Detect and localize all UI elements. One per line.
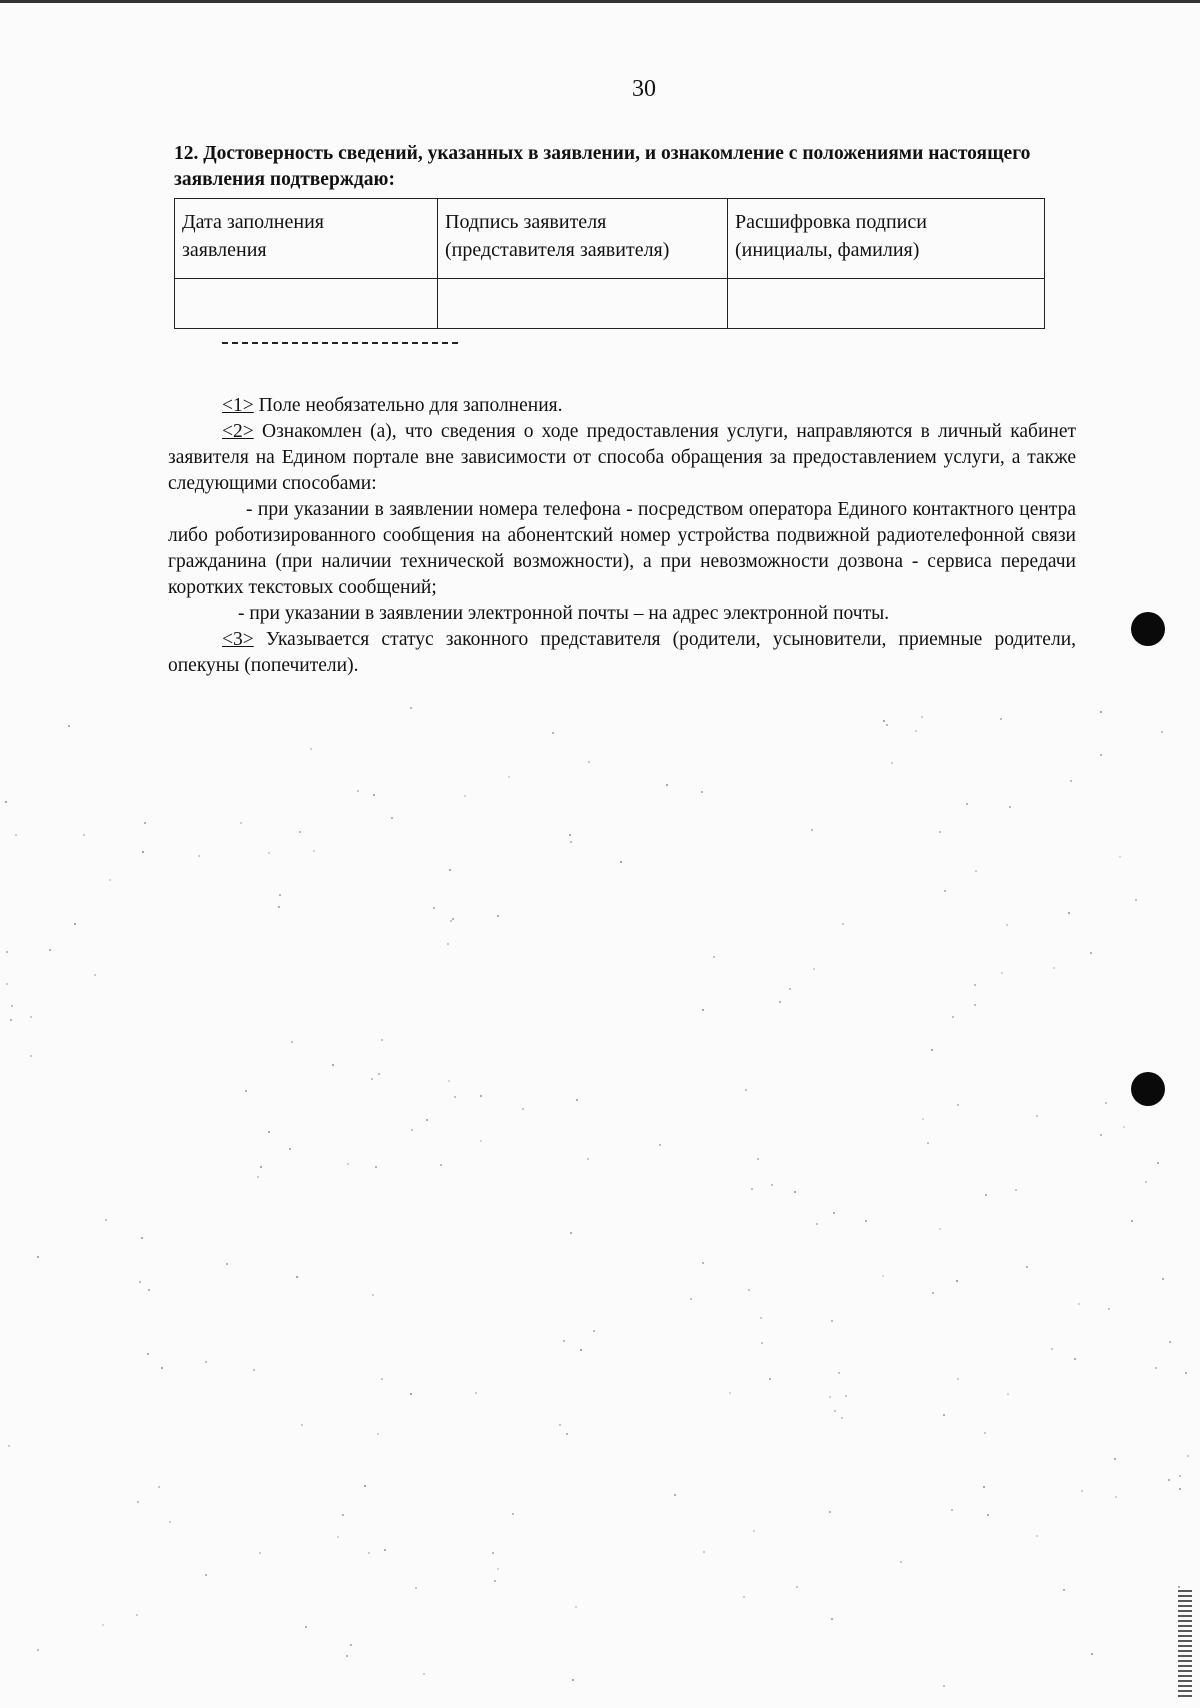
scan-speck xyxy=(829,1396,831,1398)
scan-speck xyxy=(943,1685,945,1687)
scan-speck xyxy=(415,1587,417,1589)
scan-speck xyxy=(147,1353,149,1355)
scan-speck xyxy=(291,1041,293,1043)
scan-speck xyxy=(659,1144,661,1146)
scan-speck xyxy=(260,1166,262,1168)
scan-speck xyxy=(838,1372,840,1374)
scan-speck xyxy=(161,1367,163,1369)
scan-speck xyxy=(1179,1488,1181,1490)
scan-speck xyxy=(566,1433,568,1435)
scan-speck xyxy=(137,1501,139,1503)
scan-speck xyxy=(1100,711,1102,713)
scan-speck xyxy=(761,1342,763,1344)
footnote-1-text: Поле необязательно для заполнения. xyxy=(253,395,563,416)
scan-speck xyxy=(985,1194,987,1196)
scan-speck xyxy=(464,795,466,797)
scan-speck xyxy=(1179,1475,1181,1477)
scan-speck xyxy=(956,1280,958,1282)
scan-speck xyxy=(305,1626,307,1628)
scan-speck xyxy=(141,1237,143,1239)
scan-speck xyxy=(570,841,572,843)
scan-speck xyxy=(368,1552,370,1554)
scan-speck xyxy=(943,1414,945,1416)
section-heading: 12. Достоверность сведений, указанных в заявлении, и ознакомление с положениями настоящего заявления подтверждаю: xyxy=(174,143,1031,190)
scan-speck xyxy=(373,794,375,796)
footnote-2-email: - при указании в заявлении электронной почты – на адрес электронной почты. xyxy=(238,603,890,624)
scan-speck xyxy=(384,1549,386,1551)
scan-speck xyxy=(497,1568,499,1570)
scan-speck xyxy=(1105,1102,1107,1104)
scan-speck xyxy=(378,1073,380,1075)
scan-speck xyxy=(289,1148,291,1150)
scan-speck xyxy=(94,974,96,976)
header-date-line2: заявления xyxy=(182,239,267,261)
scan-speck xyxy=(1090,952,1092,954)
scan-speck xyxy=(771,1184,773,1186)
scan-speck xyxy=(816,1223,818,1225)
signature-table-header-row xyxy=(175,199,1045,279)
scan-speck xyxy=(620,861,622,863)
scan-speck xyxy=(813,968,815,970)
scan-speck xyxy=(974,1004,976,1006)
scan-speck xyxy=(702,1262,704,1264)
scan-speck xyxy=(729,1392,731,1394)
scan-speck xyxy=(831,1320,833,1322)
scan-speck xyxy=(833,1212,835,1214)
scan-speck xyxy=(900,1561,902,1563)
scan-speck xyxy=(364,1485,366,1487)
scan-speck xyxy=(587,1158,589,1160)
scan-speck xyxy=(342,1514,344,1516)
scan-speck xyxy=(198,855,200,857)
scan-speck xyxy=(226,1263,228,1265)
scan-speck xyxy=(701,791,703,793)
scan-speck xyxy=(449,869,451,871)
header-signature-line2: (представителя заявителя) xyxy=(445,239,670,261)
scan-speck xyxy=(1053,967,1055,969)
scan-speck xyxy=(37,1256,39,1258)
footnote-1-ref: <1> xyxy=(222,395,254,416)
scan-speck xyxy=(690,1298,692,1300)
scan-speck xyxy=(347,1163,349,1165)
header-date xyxy=(175,199,438,279)
scan-speck xyxy=(745,1089,747,1091)
scan-speck xyxy=(1009,806,1011,808)
scan-speck xyxy=(11,1005,13,1007)
scan-speck xyxy=(6,983,8,985)
header-name-line1: Расшифровка подписи xyxy=(735,211,927,233)
scan-speck xyxy=(332,1064,334,1066)
signature-cell[interactable] xyxy=(438,279,728,329)
scan-speck xyxy=(411,1129,413,1131)
scan-speck xyxy=(310,748,312,750)
scan-speck xyxy=(779,1001,781,1003)
scan-speck xyxy=(841,1417,843,1419)
scan-speck xyxy=(299,831,301,833)
scan-speck xyxy=(886,724,888,726)
scan-speck xyxy=(932,1292,934,1294)
footnote-separator xyxy=(222,342,458,344)
scan-speck xyxy=(743,1596,745,1598)
scan-speck xyxy=(8,1445,10,1447)
signature-table-input-row xyxy=(175,279,1045,329)
scan-speck xyxy=(268,852,270,854)
page-number: 30 xyxy=(632,76,656,102)
scan-speck xyxy=(1100,754,1102,756)
scan-speck xyxy=(423,1673,425,1675)
scan-speck xyxy=(337,1536,339,1538)
scan-speck xyxy=(845,1395,847,1397)
scan-speck xyxy=(142,851,144,853)
scan-speck xyxy=(268,1131,270,1133)
scan-speck xyxy=(1026,1266,1028,1268)
scan-speck xyxy=(440,1164,442,1166)
scan-speck xyxy=(957,1104,959,1106)
scan-speck xyxy=(575,1606,577,1608)
footnotes xyxy=(168,393,1076,679)
header-signature xyxy=(438,199,728,279)
scan-speck xyxy=(15,834,17,836)
header-date-line1: Дата заполнения xyxy=(182,211,324,233)
scan-speck xyxy=(454,1096,456,1098)
scan-speck xyxy=(1161,731,1163,733)
scan-speck xyxy=(1036,1115,1038,1117)
scan-speck xyxy=(296,1276,298,1278)
scan-speck xyxy=(278,906,280,908)
scan-speck xyxy=(240,822,242,824)
scan-speck xyxy=(6,951,8,953)
scan-speck xyxy=(109,879,111,881)
scan-speck xyxy=(426,1119,428,1121)
scan-speck xyxy=(559,1424,561,1426)
scan-speck xyxy=(975,870,977,872)
scan-speck xyxy=(350,1644,352,1646)
scan-speck xyxy=(480,1140,482,1142)
scan-speck xyxy=(831,1618,833,1620)
scan-speck xyxy=(381,1039,383,1041)
scan-speck xyxy=(83,834,85,836)
scan-speck xyxy=(257,1176,259,1178)
punch-hole xyxy=(1131,1072,1165,1106)
scan-speck xyxy=(748,1289,750,1291)
scan-speck xyxy=(757,1158,759,1160)
scan-speck xyxy=(1063,1589,1065,1591)
scan-speck xyxy=(410,707,412,709)
scan-speck xyxy=(974,984,976,986)
scan-speck xyxy=(410,1393,412,1395)
footnote-3-text: Указывается статус законного представителя (родители, усыновители, приемные родители, опекуны (попечители). xyxy=(168,629,1076,676)
scan-speck xyxy=(105,1219,107,1221)
scan-speck xyxy=(346,1655,348,1657)
scan-speck xyxy=(68,725,70,727)
scan-speck xyxy=(136,1614,138,1616)
scan-speck xyxy=(1114,1458,1116,1460)
scan-speck xyxy=(372,1294,374,1296)
scan-speck xyxy=(563,1340,565,1342)
scan-speck xyxy=(865,1220,867,1222)
scan-speck xyxy=(939,831,941,833)
scan-speck xyxy=(245,1090,247,1092)
scan-speck xyxy=(842,923,844,925)
scan-speck xyxy=(1162,1278,1164,1280)
scan-speck xyxy=(1135,899,1137,901)
scan-speck xyxy=(983,1486,985,1488)
scan-speck xyxy=(796,1586,798,1588)
scan-speck xyxy=(30,1016,32,1018)
scan-speck xyxy=(987,1514,989,1516)
scan-speck xyxy=(259,1552,261,1554)
scan-speck xyxy=(253,1369,255,1371)
scan-speck xyxy=(921,716,923,718)
scan-speck xyxy=(713,956,715,958)
scan-speck xyxy=(769,1378,771,1380)
scan-speck xyxy=(508,776,510,778)
scan-speck xyxy=(279,894,281,896)
scan-speck xyxy=(1108,1308,1110,1310)
scan-speck xyxy=(1157,1162,1159,1164)
scan-speck xyxy=(1001,972,1003,974)
scan-speck xyxy=(30,1055,32,1057)
scan-speck xyxy=(5,801,7,803)
scan-speck xyxy=(391,817,393,819)
scan-speck xyxy=(570,1232,572,1234)
scan-speck xyxy=(492,1552,494,1554)
scan-speck xyxy=(1078,1303,1080,1305)
scan-speck xyxy=(984,1432,986,1434)
scan-speck xyxy=(1119,856,1121,858)
scan-speck xyxy=(475,1392,477,1394)
scan-speck xyxy=(580,1349,582,1351)
scan-speck xyxy=(753,1530,755,1532)
date-cell[interactable] xyxy=(175,279,438,329)
scan-speck xyxy=(1131,1220,1133,1222)
scan-speck xyxy=(205,1574,207,1576)
scan-speck xyxy=(144,822,146,824)
scan-speck xyxy=(829,1511,831,1513)
scan-speck xyxy=(313,850,315,852)
scan-speck xyxy=(447,943,449,945)
scan-speck xyxy=(1100,1134,1102,1136)
scan-speck xyxy=(452,918,454,920)
scan-speck xyxy=(588,761,590,763)
scan-speck xyxy=(751,1188,753,1190)
scan-speck xyxy=(1155,1367,1157,1369)
scan-speck xyxy=(494,1580,496,1582)
scan-speck xyxy=(1169,1341,1171,1343)
scan-speck xyxy=(966,803,968,805)
scan-speck xyxy=(381,1378,383,1380)
scan-speck xyxy=(371,1078,373,1080)
punch-hole xyxy=(1131,612,1165,646)
footnote-2-phone: - при указании в заявлении номера телефона - посредством оператора Единого контактного центра либо роботизированного сообщения на абонентский номер устройства подвижной радиотелефонной связи гражданина (при наличии технической возможности), а при невозможности дозвона - сервиса передачи коротких текстовых сообщений; xyxy=(168,499,1076,598)
scan-speck xyxy=(944,890,946,892)
footnote-3-ref: <3> xyxy=(222,629,254,650)
scan-speck xyxy=(1187,1455,1189,1457)
scan-speck xyxy=(666,784,668,786)
scan-speck xyxy=(497,915,499,917)
scan-speck xyxy=(674,1494,676,1496)
footnote-1 xyxy=(168,393,1076,419)
footnote-3 xyxy=(168,627,1076,679)
scan-speck xyxy=(102,1624,104,1626)
header-name-line2: (инициалы, фамилия) xyxy=(735,239,920,261)
footnote-2-text: Ознакомлен (а), что сведения о ходе предоставления услуги, направляются в личный кабинет заявителя на Едином портале вне зависимости от способа обращения за предоставлением услуги, а также следующими способами: xyxy=(168,421,1076,494)
name-cell[interactable] xyxy=(728,279,1045,329)
scan-speck xyxy=(552,732,554,734)
scan-speck xyxy=(1006,924,1008,926)
footnote-2-ref: <2> xyxy=(222,421,254,442)
scan-speck xyxy=(703,1551,705,1553)
scan-speck xyxy=(1145,1181,1147,1183)
scan-speck xyxy=(811,829,813,831)
scan-speck xyxy=(1036,1535,1038,1537)
scan-speck xyxy=(512,1513,514,1515)
scan-speck xyxy=(576,1099,578,1101)
scan-speck xyxy=(939,1228,941,1230)
scan-speck xyxy=(1007,1393,1009,1395)
scan-speck xyxy=(1081,1490,1083,1492)
scan-speck xyxy=(377,1433,379,1435)
scan-speck xyxy=(1070,780,1072,782)
scan-speck xyxy=(148,1289,150,1291)
scan-speck xyxy=(931,1049,933,1051)
scan-speck xyxy=(522,1108,524,1110)
scan-speck xyxy=(952,1016,954,1018)
scan-speck xyxy=(1115,1496,1117,1498)
scan-speck xyxy=(158,1486,160,1488)
header-name xyxy=(728,199,1045,279)
scan-speck xyxy=(1015,1189,1017,1191)
scan-speck xyxy=(357,790,359,792)
scan-speck xyxy=(1168,1479,1170,1481)
scan-speck xyxy=(375,1166,377,1168)
scan-speck xyxy=(10,1019,12,1021)
signature-table xyxy=(174,198,1045,329)
scan-speck xyxy=(139,1281,141,1283)
scan-speck xyxy=(1051,1348,1053,1350)
scan-speck xyxy=(205,1361,207,1363)
scan-speck xyxy=(883,720,885,722)
scan-speck xyxy=(1000,718,1002,720)
scan-speck xyxy=(891,762,893,764)
scan-speck xyxy=(480,1095,482,1097)
scan-speck xyxy=(951,1509,953,1511)
footnote-2 xyxy=(168,419,1076,497)
scan-speck xyxy=(927,1142,929,1144)
scan-speck xyxy=(882,1275,884,1277)
scan-speck xyxy=(593,1330,595,1332)
scan-speck xyxy=(49,949,51,951)
scan-speck xyxy=(569,834,571,836)
scan-top-edge xyxy=(0,0,1200,3)
scan-speck xyxy=(789,988,791,990)
scan-speck xyxy=(760,1317,762,1319)
scan-speck xyxy=(922,1118,924,1120)
scan-speck xyxy=(169,1521,171,1523)
scan-speck xyxy=(702,1009,704,1011)
scan-speck xyxy=(433,907,435,909)
scan-edge-mark xyxy=(1178,1590,1192,1700)
scan-speck xyxy=(957,1378,959,1380)
scan-speck xyxy=(448,1080,450,1082)
scan-speck xyxy=(301,1424,303,1426)
scan-speck xyxy=(915,730,917,732)
scan-speck xyxy=(1074,1358,1076,1360)
scan-speck xyxy=(1123,1126,1125,1128)
scan-speck xyxy=(1091,1653,1093,1655)
scan-speck xyxy=(794,1191,796,1193)
scan-speck xyxy=(1068,912,1070,914)
scan-speck xyxy=(1185,1372,1187,1374)
scan-speck xyxy=(1178,1586,1180,1588)
scan-speck xyxy=(74,923,76,925)
scan-speck xyxy=(834,1410,836,1412)
scan-speck xyxy=(572,1679,574,1681)
scan-speck xyxy=(37,1649,39,1651)
header-signature-line1: Подпись заявителя xyxy=(445,211,607,233)
scan-speck xyxy=(450,920,452,922)
